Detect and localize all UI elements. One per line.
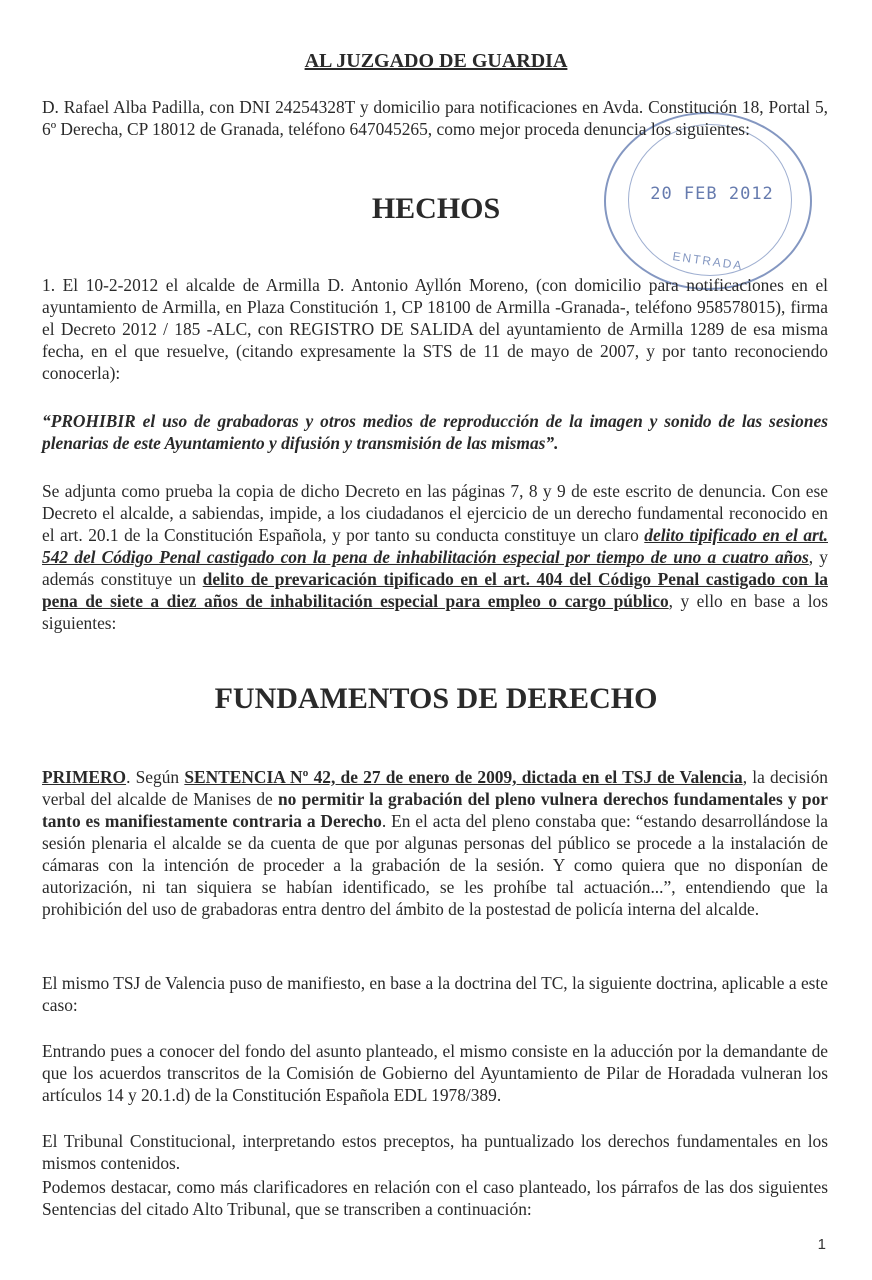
stamp-label: ENTRADA — [671, 249, 745, 273]
hechos-paragraph-2 — [42, 480, 828, 634]
decree-quote: “PROHIBIR el uso de grabadoras y otros medios de reproducción de la imagen y sonido de las sesiones plenarias de este Ayuntamiento y difusión y transmisión de las mismas”. — [42, 411, 828, 453]
crime-404-text: delito de prevaricación tipificado en el art. 404 del Código Penal castigado con la pena de siete a diez años de inhabilitación especial para empleo o cargo público — [42, 569, 829, 611]
stamp-date: 20 FEB 2012 — [650, 184, 774, 204]
sentencia-reference: SENTENCIA Nº 42, de 27 de enero de 2009, dictada en el TSJ de Valencia — [184, 767, 743, 787]
primero-label: PRIMERO — [42, 767, 127, 787]
fundamentos-paragraph-2: El mismo TSJ de Valencia puso de manifiesto, en base a la doctrina del TC, la siguiente doctrina, aplicable a este caso: — [42, 973, 828, 1015]
fund-p1-text-f: . En el acta del pleno constaba que: “estando desarrollándose la sesión plenaria el alcalde se da cuenta de que por algunas personas del público se procede a la instalación de cámaras con la intención de proceder a la grabación de la sesión. Y como quiera que no disponían de autorización, ni tan siquiera se habían identificado, se les prohíbe tal actuación...”, entendiendo que la prohibición del uso de grabadoras entra dentro del ámbito de la postestad de policía interna del alcalde. — [42, 811, 829, 919]
fundamentos-paragraph-5: Podemos destacar, como más clarificadores en relación con el caso planteado, los párrafos de las dos siguientes Sentencias del citado Alto Tribunal, que se transcriben a continuación: — [42, 1177, 828, 1219]
intro-paragraph: D. Rafael Alba Padilla, con DNI 24254328T y domicilio para notificaciones en Avda. Constitución 18, Portal 5, 6º Derecha, CP 18012 de Granada, teléfono 647045265, como mejor proceda denuncia los siguientes: — [42, 97, 828, 139]
document-title: AL JUZGADO DE GUARDIA — [304, 50, 568, 72]
hechos-heading: HECHOS — [371, 192, 501, 225]
vulnera-derechos-text: no permitir la grabación del pleno vulnera derechos fundamentales y por tanto es manifiestamente contraria a Derecho — [42, 789, 829, 831]
hechos-p2-text-e: , y ello en base a los siguientes: — [42, 591, 828, 633]
hechos-paragraph-1: 1. El 10-2-2012 el alcalde de Armilla D. Antonio Ayllón Moreno, (con domicilio para notificaciones en el ayuntamiento de Armilla, en Plaza Constitución 1, CP 18100 de Armilla -Granada-, teléfono 958578015), firma el Decreto 2012 / 185 -ALC, con REGISTRO DE SALIDA del ayuntamiento de Armilla 1289 de esa misma fecha, en el que resuelve, (citando expresamente la STS de 11 de mayo de 2007, y por tanto reconociendo conocerla): — [42, 275, 828, 383]
fundamentos-heading: FUNDAMENTOS DE DERECHO — [214, 682, 658, 715]
fundamentos-paragraph-3: Entrando pues a conocer del fondo del asunto planteado, el mismo consiste en la aducción por la demandante de que los acuerdos transcritos de la Comisión de Gobierno del Ayuntamiento de Pilar de Horadada vulneran los artículos 14 y 20.1.d) de la Constitución Española EDL 1978/389. — [42, 1041, 828, 1105]
fund-p1-text-d: , la decisión verbal del alcalde de Manises de — [42, 767, 828, 809]
hechos-p2-text-c: , y además constituye un — [42, 547, 828, 589]
hechos-p2-text-a: Se adjunta como prueba la copia de dicho Decreto en las páginas 7, 8 y 9 de este escrito de denuncia. Con ese Decreto el alcalde, a sabiendas, impide, a los ciudadanos el ejercicio de un derecho fundamental reconocido en el art. 20.1 de la Constitución Española, y por tanto su conducta constituye un claro — [42, 481, 828, 545]
crime-542-text: delito tipificado en el art. 542 del Código Penal castigado con la pena de inhabilitación especial por tiempo de uno a cuatro años — [42, 525, 828, 567]
fundamentos-paragraph-4: El Tribunal Constitucional, interpretando estos preceptos, ha puntualizado los derechos fundamentales en los mismos contenidos. — [42, 1131, 828, 1173]
fundamentos-paragraph-1 — [42, 766, 828, 920]
fund-p1-text-b: . Según — [126, 767, 185, 787]
page-number: 1 — [817, 1236, 826, 1253]
